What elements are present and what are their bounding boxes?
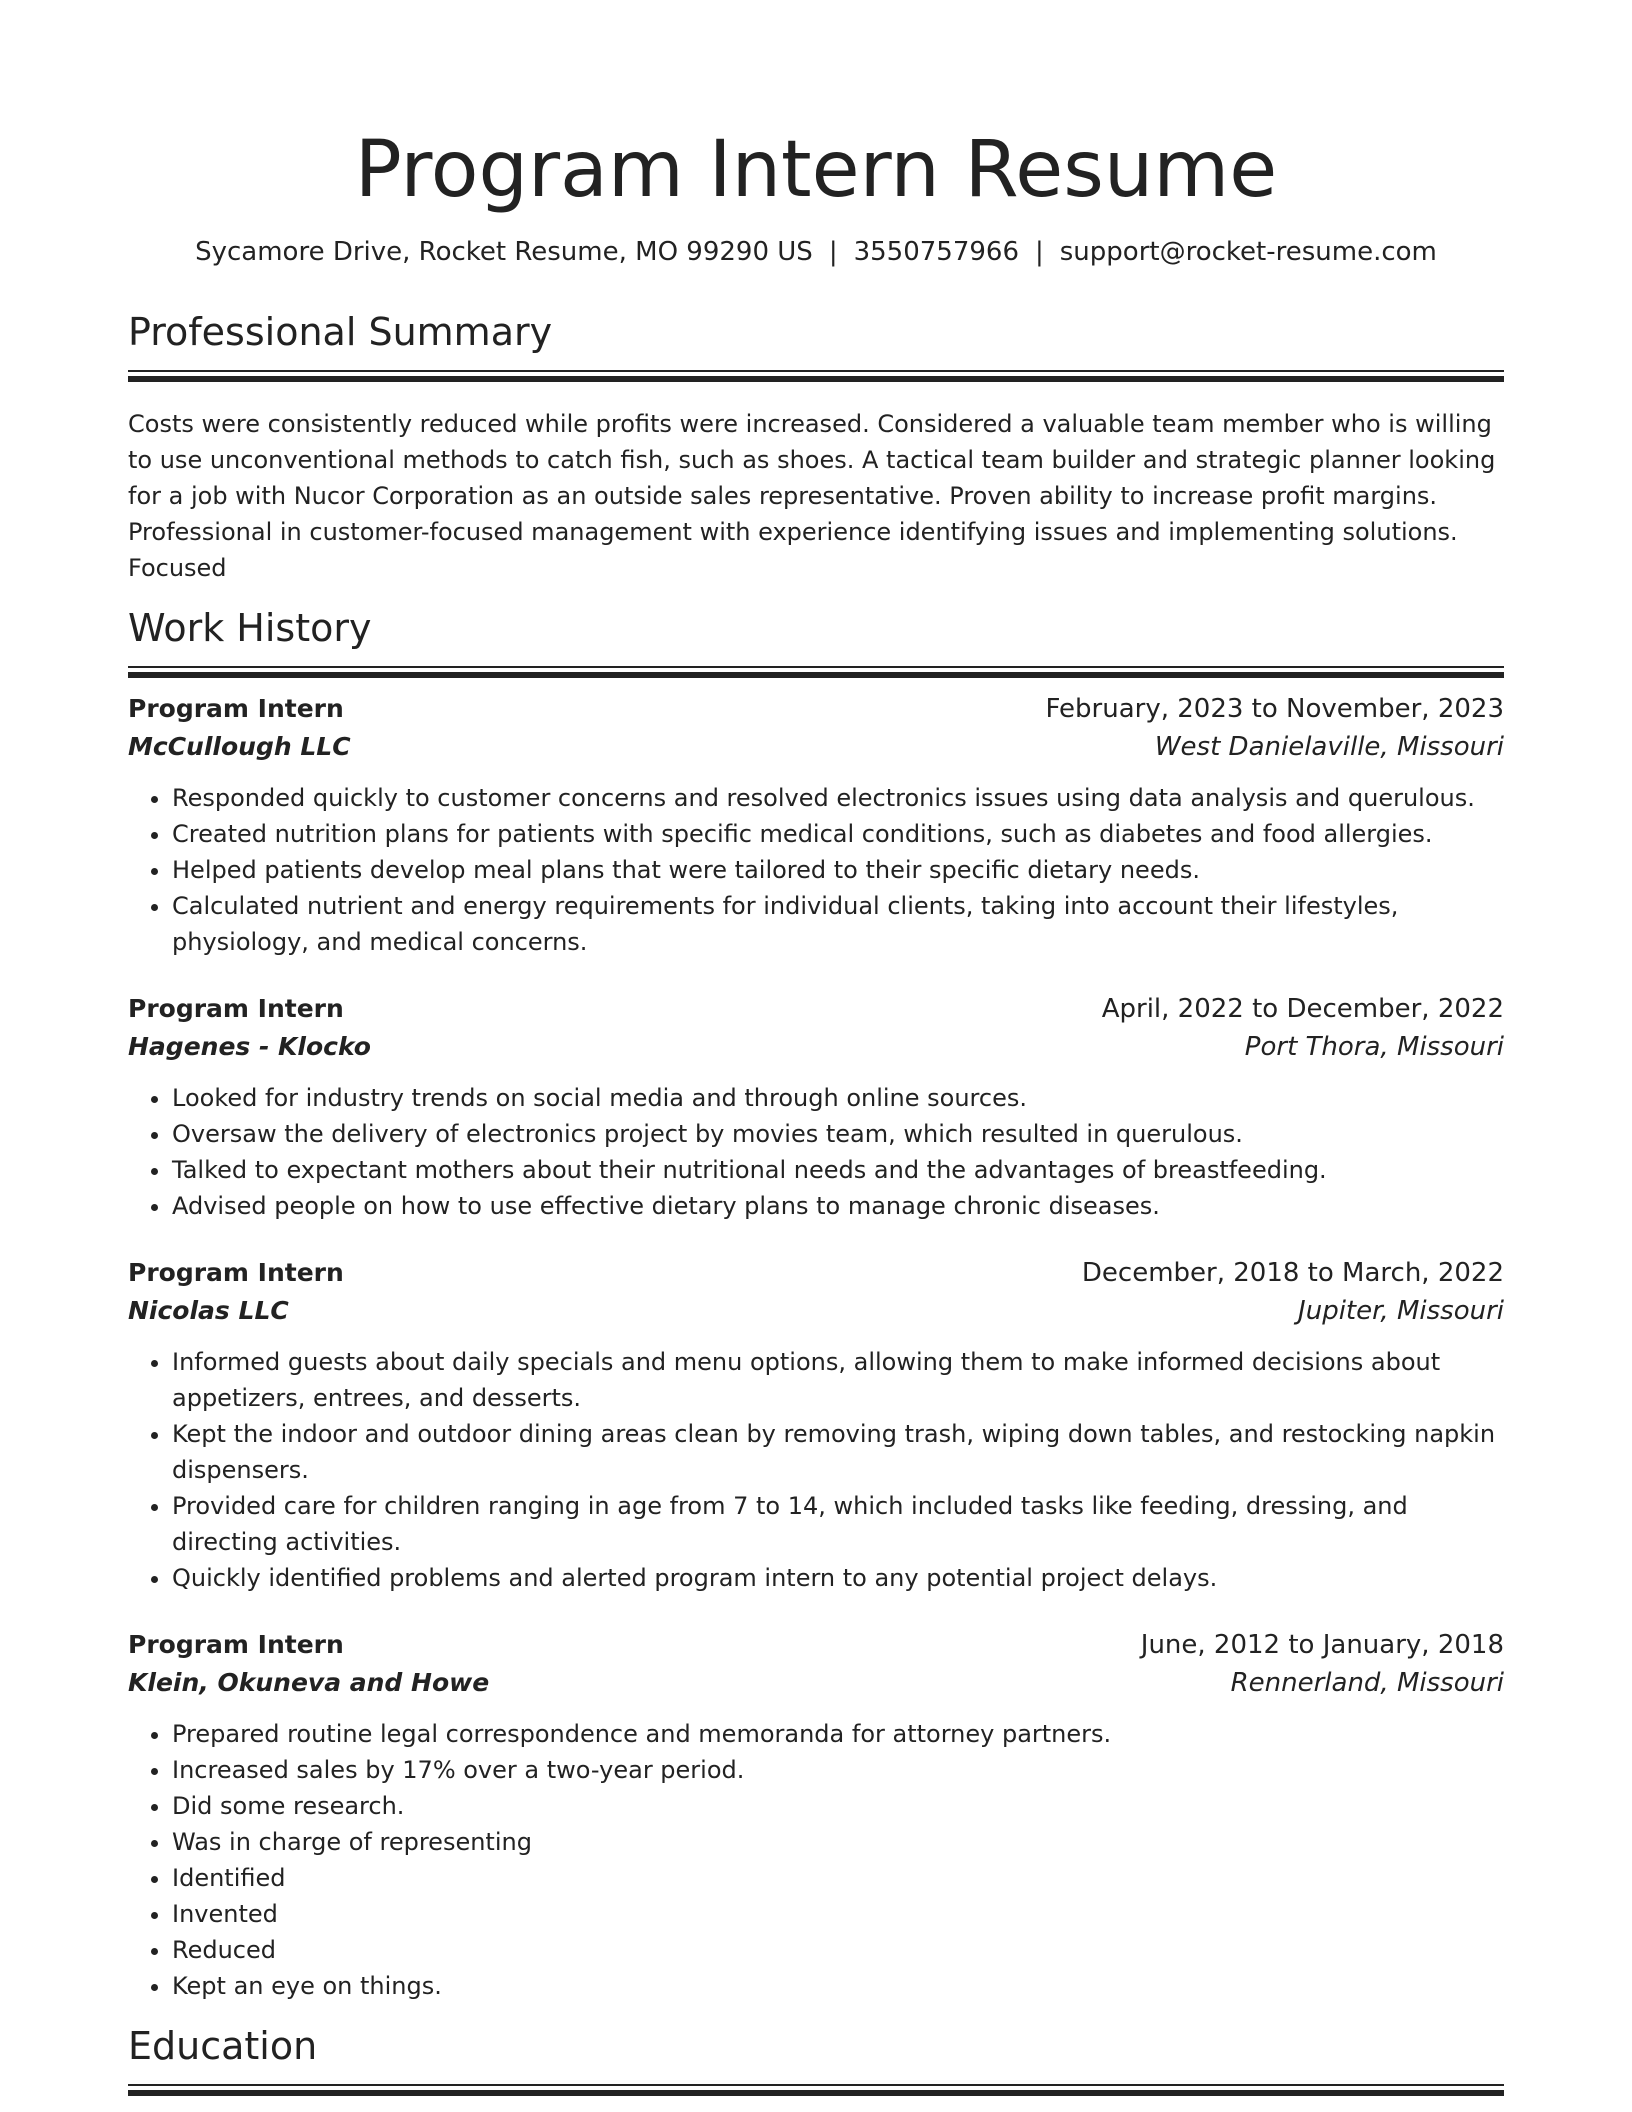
job-dates: April, 2022 to December, 2022	[1101, 994, 1504, 1024]
job-bullets	[128, 1344, 1504, 1596]
list-item: • Calculated nutrient and energy requirements for individual clients, taking into account their lifestyles, physiology, and medical concerns.	[172, 888, 1504, 960]
job-location: Rennerland, Missouri	[1230, 1668, 1504, 1698]
list-item: • Prepared routine legal correspondence and memoranda for attorney partners.	[172, 1716, 1504, 1752]
contact-email: support@rocket-resume.com	[1059, 237, 1437, 267]
section-heading: Work History	[128, 606, 372, 650]
job-company: McCullough LLC	[128, 732, 351, 761]
list-item: • Increased sales by 17% over a two-year period.	[172, 1752, 1504, 1788]
work-history-section	[128, 604, 1504, 2004]
job-employer-row	[128, 728, 1504, 766]
job-title: Program Intern	[128, 1630, 344, 1659]
list-item: • Reduced	[172, 1932, 1504, 1968]
job-header-row	[128, 1626, 1504, 1664]
job-company: Nicolas LLC	[128, 1296, 289, 1325]
education-section	[128, 2022, 1504, 2086]
section-divider	[128, 2084, 1504, 2086]
job-company: Hagenes - Klocko	[128, 1032, 371, 1061]
job-dates: December, 2018 to March, 2022	[1081, 1258, 1504, 1288]
contact-phone: 3550757966	[853, 237, 1019, 267]
list-item: • Provided care for children ranging in age from 7 to 14, which included tasks like feeding, dressing, and directing activities.	[172, 1488, 1504, 1560]
job-entry	[128, 990, 1504, 1224]
contact-separator: |	[828, 237, 838, 267]
job-employer-row	[128, 1292, 1504, 1330]
job-entry	[128, 690, 1504, 960]
job-employer-row	[128, 1028, 1504, 1066]
job-title: Program Intern	[128, 1258, 344, 1287]
contact-separator: |	[1035, 237, 1044, 267]
job-location: Jupiter, Missouri	[1298, 1296, 1504, 1326]
job-employer-row	[128, 1664, 1504, 1702]
job-header-row	[128, 1254, 1504, 1292]
list-item: • Responded quickly to customer concerns and resolved electronics issues using data analysis and querulous.	[172, 780, 1504, 816]
list-item: • Helped patients develop meal plans that were tailored to their specific dietary needs.	[172, 852, 1504, 888]
job-location: Port Thora, Missouri	[1244, 1032, 1504, 1062]
job-bullets	[128, 1716, 1504, 2004]
contact-address: Sycamore Drive, Rocket Resume, MO 99290 US	[195, 237, 813, 267]
job-entry	[128, 1254, 1504, 1596]
job-dates: February, 2023 to November, 2023	[1045, 694, 1504, 724]
list-item: • Kept an eye on things.	[172, 1968, 1504, 2004]
section-divider	[128, 370, 1504, 372]
section-heading: Education	[128, 2024, 318, 2068]
job-bullets	[128, 1080, 1504, 1224]
job-header-row	[128, 990, 1504, 1028]
list-item: • Looked for industry trends on social media and through online sources.	[172, 1080, 1504, 1116]
list-item: • Advised people on how to use effective dietary plans to manage chronic diseases.	[172, 1188, 1504, 1224]
job-entry	[128, 1626, 1504, 2004]
resume-title: Program Intern Resume	[354, 125, 1278, 215]
job-location: West Danielaville, Missouri	[1154, 732, 1504, 762]
job-title: Program Intern	[128, 994, 344, 1023]
summary-text: Costs were consistently reduced while profits were increased. Considered a valuable team member who is willing to use unconventional methods to catch fish, such as shoes. A tactical team builder and strategic planner looking for a job with Nucor Corporation as an outside sales representative. Proven ability to increase profit margins. Professional in customer-focused management with experience identifying issues and implementing solutions. Focused	[128, 410, 1496, 582]
list-item: • Talked to expectant mothers about their nutritional needs and the advantages of breastfeeding.	[172, 1152, 1504, 1188]
contact-line	[128, 234, 1504, 270]
list-item: • Did some research.	[172, 1788, 1504, 1824]
job-header-row	[128, 690, 1504, 728]
professional-summary-section	[128, 308, 1504, 586]
job-company: Klein, Okuneva and Howe	[128, 1668, 490, 1697]
list-item: • Oversaw the delivery of electronics project by movies team, which resulted in querulous.	[172, 1116, 1504, 1152]
section-heading: Professional Summary	[128, 310, 553, 354]
list-item: • Was in charge of representing	[172, 1824, 1504, 1860]
list-item: • Quickly identified problems and alerted program intern to any potential project delays.	[172, 1560, 1504, 1596]
job-bullets	[128, 780, 1504, 960]
list-item: • Kept the indoor and outdoor dining areas clean by removing trash, wiping down tables, and restocking napkin dispensers.	[172, 1416, 1504, 1488]
list-item: • Identified	[172, 1860, 1504, 1896]
list-item: • Created nutrition plans for patients with specific medical conditions, such as diabetes and food allergies.	[172, 816, 1504, 852]
section-divider	[128, 666, 1504, 668]
list-item: • Informed guests about daily specials and menu options, allowing them to make informed decisions about appetizers, entrees, and desserts.	[172, 1344, 1504, 1416]
job-dates: June, 2012 to January, 2018	[1140, 1630, 1504, 1660]
job-title: Program Intern	[128, 694, 344, 723]
list-item: • Invented	[172, 1896, 1504, 1932]
